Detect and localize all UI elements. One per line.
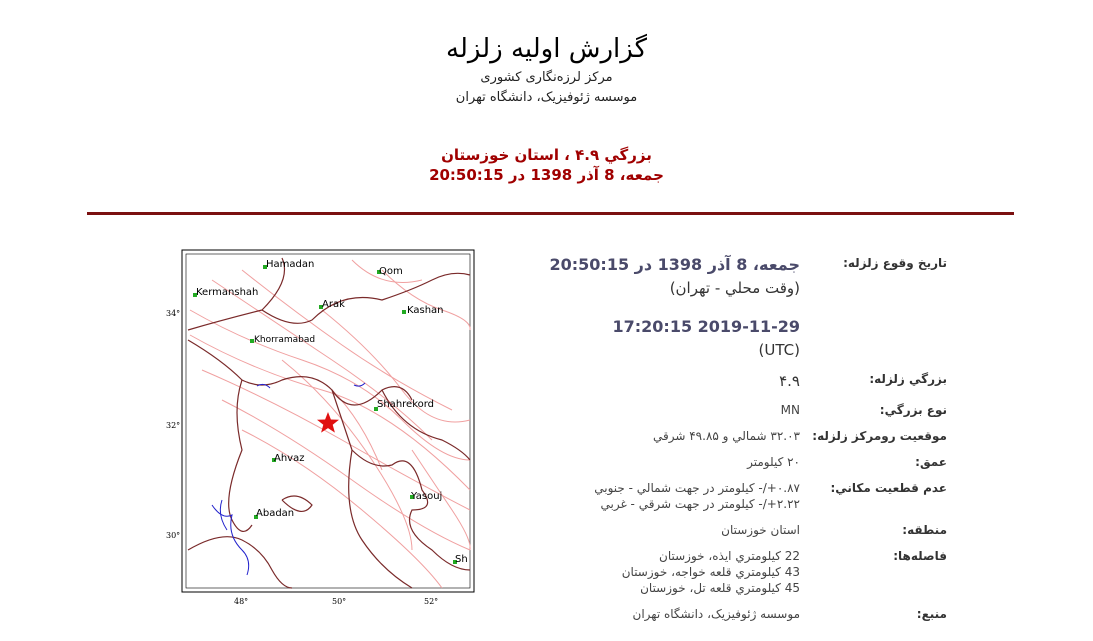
local-datetime: جمعه، 8 آذر 1398 در 20:50:15 <box>549 255 800 274</box>
summary-datetime: جمعه، 8 آذر 1398 در 20:50:15 <box>429 166 664 184</box>
uncertainty-ew: ۲.۲۲+/- کيلومتر در جهت شرقي - غربي <box>600 497 800 511</box>
local-time-note: (وقت محلي - تهران) <box>669 279 800 297</box>
source-label: منبع: <box>916 607 947 621</box>
distance-2: 43 کيلومتري قلعه خواجه، خوزستان <box>621 565 800 579</box>
center-name: مرکز لرزه‌نگاری کشوری <box>480 70 613 85</box>
region-value: استان خوزستان <box>721 523 800 537</box>
magnitude-label: بزرگي زلزله: <box>869 372 947 386</box>
lon-tick-52: 52° <box>424 597 439 606</box>
magnitude-type-value: MN <box>780 403 800 417</box>
depth-value: ۲۰ کيلومتر <box>747 455 800 469</box>
utc-note: (UTC) <box>758 341 800 359</box>
region-label: منطقه: <box>902 523 947 537</box>
magnitude-value: ۴.۹ <box>779 372 800 390</box>
lon-tick-50: 50° <box>332 597 347 606</box>
utc-datetime: 2019-11-29 17:20:15 <box>612 317 800 336</box>
depth-label: عمق: <box>915 455 947 469</box>
uncertainty-ns: ۰.۸۷+/- کيلومتر در جهت شمالي - جنوبي <box>594 481 800 495</box>
station-icon <box>402 310 406 314</box>
city-yasouj: Yasouj <box>411 491 443 502</box>
city-kermanshah: Kermanshah <box>196 287 259 298</box>
city-shahrekord: Shahrekord <box>377 399 435 410</box>
distances-label: فاصله‌ها: <box>893 549 947 563</box>
epicenter-map <box>166 250 474 606</box>
lon-tick-48: 48° <box>234 597 249 606</box>
city-khorramabad: Khorramabad <box>254 335 316 345</box>
city-sh: Sh <box>455 554 468 565</box>
source-value: موسسه ژئوفيزيک، دانشگاه تهران <box>632 607 800 621</box>
lat-tick-32: 32° <box>166 421 181 430</box>
city-ahvaz: Ahvaz <box>274 453 305 464</box>
header-divider <box>87 212 1014 215</box>
location-value: ۳۲.۰۳ شمالي و ۴۹.۸۵ شرقي <box>653 429 800 443</box>
institute-name: موسسه ژئوفیزیک، دانشگاه تهران <box>455 90 638 105</box>
datetime-label: تاريخ وقوع زلزله: <box>843 256 947 270</box>
city-hamadan: Hamadan <box>266 259 315 270</box>
distance-1: 22 کيلومتري ايذه، خوزستان <box>659 549 800 563</box>
city-abadan: Abadan <box>256 508 295 519</box>
lat-tick-30: 30° <box>166 531 181 540</box>
city-kashan: Kashan <box>407 305 444 316</box>
uncertainty-label: عدم قطعيت مکاني: <box>830 481 947 495</box>
distance-3: 45 کيلومتري قلعه تل، خوزستان <box>640 581 800 595</box>
location-label: موقعيت رومرکز زلزله: <box>812 429 947 443</box>
page-title: گزارش اولیه زلزله <box>446 34 647 64</box>
lat-tick-34: 34° <box>166 309 181 318</box>
city-arak: Arak <box>322 299 345 310</box>
summary-magnitude-region: بزرگي ۴.۹ ، استان خوزستان <box>441 146 652 164</box>
magnitude-type-label: نوع بزرگي: <box>879 403 947 417</box>
city-qom: Qom <box>379 266 403 277</box>
